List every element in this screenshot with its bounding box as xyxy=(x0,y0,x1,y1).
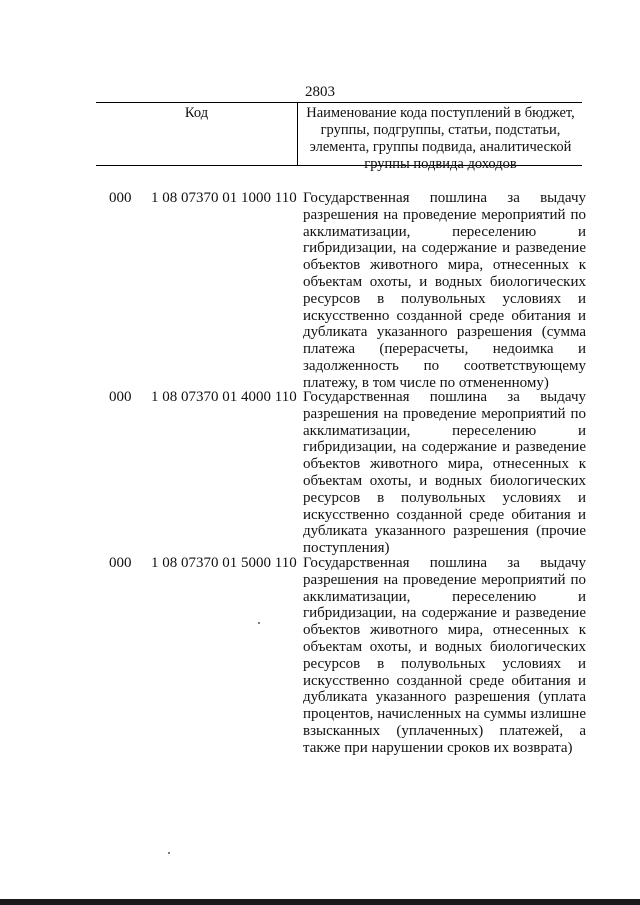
row-description: Государственная пошлина за выдачу разрешения на проведение мероприятий по акклиматизации, переселению и гибридизации, на содержание и разведение объектов животного мира, отнесенных к объектам охоты, и водных биологических ресурсов в полувольных условиях и искусственно созданной среде обитания и дубликата указанного разрешения (сумма платежа (перерасчеты, недоимка и задолженность по соответствующему платежу, в том числе по отмененному) xyxy=(303,190,586,391)
table-header xyxy=(96,102,582,172)
row-admin-code: 000 xyxy=(109,555,132,571)
header-divider xyxy=(297,103,298,165)
row-income-code: 1 08 07370 01 1000 110 xyxy=(151,190,297,206)
row-admin-code: 000 xyxy=(109,389,132,405)
row-income-code: 1 08 07370 01 4000 110 xyxy=(151,389,297,405)
row-description: Государственная пошлина за выдачу разрешения на проведение мероприятий по акклиматизации, переселению и гибридизации, на содержание и разведение объектов животного мира, отнесенных к объектам охоты, и водных биологических ресурсов в полувольных условиях и искусственно созданной среде обитания и дубликата указанного разрешения (прочие поступления) xyxy=(303,389,586,557)
row-income-code: 1 08 07370 01 5000 110 xyxy=(151,555,297,571)
row-admin-code: 000 xyxy=(109,190,132,206)
row-description: Государственная пошлина за выдачу разрешения на проведение мероприятий по акклиматизации, переселению и гибридизации, на содержание и разведение объектов животного мира, отнесенных к объектам охоты, и водных биологических ресурсов в полувольных условиях и искусственно созданной среде обитания и дубликата указанного разрешения (уплата процентов, начисленных на суммы излишне взысканных (уплаченных) платежей, а также при нарушении сроков их возврата) xyxy=(303,555,586,756)
header-code-label: Код xyxy=(184,105,209,121)
scan-bottom-edge xyxy=(0,899,640,905)
scan-speck xyxy=(258,622,260,624)
header-name-label: Наименование кода поступлений в бюджет, группы, подгруппы, статьи, подстатьи, элемента, группы подвида, аналитической группы подвида доходов xyxy=(306,105,575,172)
scan-speck xyxy=(168,852,170,854)
page-number: 2803 xyxy=(305,84,335,100)
